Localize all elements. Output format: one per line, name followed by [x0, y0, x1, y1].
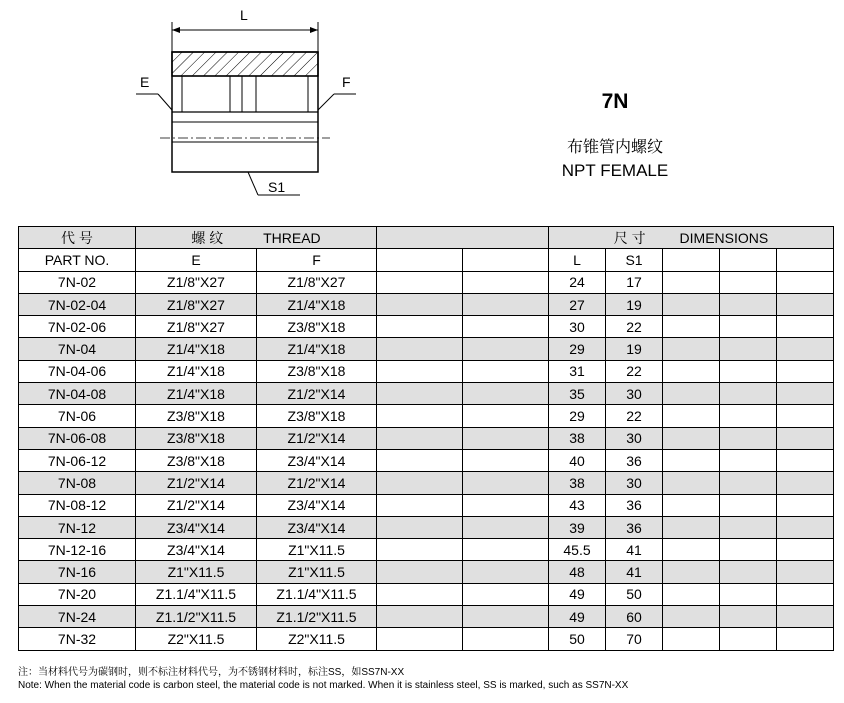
table-row [19, 383, 834, 405]
dim-l-cell: 29 [549, 405, 606, 427]
dim-s1-cell: 30 [606, 383, 663, 405]
thread-f-cell: Z1.1/2"X11.5 [257, 606, 377, 628]
thread-e-cell: Z1/2"X14 [136, 472, 257, 494]
part-no-cell: 7N-04-08 [19, 383, 136, 405]
dim-l-cell: 50 [549, 628, 606, 650]
dim-s1-cell: 30 [606, 427, 663, 449]
thread-e-cell: Z3/8"X18 [136, 449, 257, 471]
dim-l-cell: 29 [549, 338, 606, 360]
notes [18, 666, 628, 692]
thread-f-cell: Z3/8"X18 [257, 360, 377, 382]
header-row-1 [19, 227, 834, 249]
header-part-no: PART NO. [19, 249, 136, 271]
label-e: E [140, 74, 150, 90]
header-f: F [257, 249, 377, 271]
table-row [19, 583, 834, 605]
fitting-drawing [130, 2, 370, 212]
thread-e-cell: Z1.1/4"X11.5 [136, 583, 257, 605]
part-no-cell: 7N-12-16 [19, 539, 136, 561]
thread-f-cell: Z3/8"X18 [257, 405, 377, 427]
table-row [19, 561, 834, 583]
note-cn: 注：当材料代号为碳钢时，则不标注材料代号，为不锈钢材料时，标注SS，如SS7N-XX [18, 667, 405, 678]
table-row [19, 539, 834, 561]
thread-e-cell: Z3/8"X18 [136, 427, 257, 449]
dim-s1-cell: 19 [606, 338, 663, 360]
thread-e-cell: Z1/4"X18 [136, 360, 257, 382]
dim-l-label: L [240, 7, 248, 23]
thread-f-cell: Z1"X11.5 [257, 561, 377, 583]
dim-l-cell: 38 [549, 427, 606, 449]
table-row [19, 472, 834, 494]
note-en: Note: When the material code is carbon steel, the material code is not marked. When it is stainless steel, SS is marked, such as SS7N-XX [18, 680, 629, 691]
dim-l-cell: 35 [549, 383, 606, 405]
label-f: F [342, 74, 351, 90]
dim-l-cell: 40 [549, 449, 606, 471]
dim-s1-cell: 30 [606, 472, 663, 494]
part-no-cell: 7N-06-12 [19, 449, 136, 471]
thread-e-cell: Z1/8"X27 [136, 316, 257, 338]
header-l: L [549, 249, 606, 271]
thread-f-cell: Z1/4"X18 [257, 338, 377, 360]
dim-l-cell: 31 [549, 360, 606, 382]
dim-l-cell: 24 [549, 271, 606, 293]
part-no-cell: 7N-04-06 [19, 360, 136, 382]
table-row [19, 494, 834, 516]
label-s1: S1 [268, 179, 286, 195]
table-row [19, 338, 834, 360]
thread-e-cell: Z1/4"X18 [136, 338, 257, 360]
thread-e-cell: Z3/4"X14 [136, 516, 257, 538]
dim-s1-cell: 19 [606, 293, 663, 315]
thread-f-cell: Z3/4"X14 [257, 494, 377, 516]
dim-s1-cell: 70 [606, 628, 663, 650]
table-row [19, 405, 834, 427]
thread-f-cell: Z1/2"X14 [257, 383, 377, 405]
part-no-cell: 7N-24 [19, 606, 136, 628]
dim-s1-cell: 36 [606, 516, 663, 538]
part-no-cell: 7N-32 [19, 628, 136, 650]
thread-f-cell: Z3/4"X14 [257, 516, 377, 538]
dim-s1-cell: 22 [606, 360, 663, 382]
header-row-2 [19, 249, 834, 271]
part-no-cell: 7N-08-12 [19, 494, 136, 516]
part-no-cell: 7N-06-08 [19, 427, 136, 449]
thread-e-cell: Z3/4"X14 [136, 539, 257, 561]
dim-l-cell: 30 [549, 316, 606, 338]
table-row [19, 449, 834, 471]
thread-f-cell: Z3/8"X18 [257, 316, 377, 338]
dim-l-cell: 39 [549, 516, 606, 538]
thread-f-cell: Z1/2"X14 [257, 472, 377, 494]
dim-s1-cell: 50 [606, 583, 663, 605]
thread-e-cell: Z1.1/2"X11.5 [136, 606, 257, 628]
dim-s1-cell: 22 [606, 405, 663, 427]
table-row [19, 271, 834, 293]
header-s1: S1 [606, 249, 663, 271]
part-no-cell: 7N-02 [19, 271, 136, 293]
thread-e-cell: Z1/8"X27 [136, 293, 257, 315]
part-no-cell: 7N-02-04 [19, 293, 136, 315]
dim-l-cell: 48 [549, 561, 606, 583]
table-row [19, 316, 834, 338]
product-name-cn: 布锥管内螺纹 [566, 139, 663, 156]
dim-s1-cell: 41 [606, 561, 663, 583]
header-e: E [136, 249, 257, 271]
table-row [19, 516, 834, 538]
header-empty [377, 227, 549, 249]
table-row [19, 628, 834, 650]
thread-f-cell: Z1/8"X27 [257, 271, 377, 293]
part-no-cell: 7N-08 [19, 472, 136, 494]
dim-l-cell: 49 [549, 606, 606, 628]
part-no-cell: 7N-16 [19, 561, 136, 583]
thread-f-cell: Z2"X11.5 [257, 628, 377, 650]
thread-f-cell: Z1"X11.5 [257, 539, 377, 561]
part-no-cell: 7N-04 [19, 338, 136, 360]
dim-l-cell: 27 [549, 293, 606, 315]
dim-s1-cell: 36 [606, 494, 663, 516]
product-code: 7N [601, 90, 629, 113]
spec-table [18, 226, 834, 651]
dim-s1-cell: 60 [606, 606, 663, 628]
part-no-cell: 7N-02-06 [19, 316, 136, 338]
dim-s1-cell: 22 [606, 316, 663, 338]
thread-e-cell: Z3/8"X18 [136, 405, 257, 427]
header-thread-en: THREAD [263, 229, 321, 246]
thread-f-cell: Z3/4"X14 [257, 449, 377, 471]
thread-e-cell: Z1"X11.5 [136, 561, 257, 583]
part-no-cell: 7N-06 [19, 405, 136, 427]
dim-s1-cell: 36 [606, 449, 663, 471]
part-no-cell: 7N-20 [19, 583, 136, 605]
part-no-cell: 7N-12 [19, 516, 136, 538]
dim-s1-cell: 41 [606, 539, 663, 561]
table-row [19, 360, 834, 382]
table-row [19, 606, 834, 628]
title-block [520, 90, 710, 181]
thread-e-cell: Z1/4"X18 [136, 383, 257, 405]
thread-e-cell: Z1/8"X27 [136, 271, 257, 293]
thread-f-cell: Z1/2"X14 [257, 427, 377, 449]
dim-s1-cell: 17 [606, 271, 663, 293]
header-thread [136, 227, 377, 249]
product-name-en: NPT FEMALE [561, 161, 669, 180]
header-thread-cn: 螺 纹 [191, 229, 224, 246]
table-row [19, 293, 834, 315]
dim-l-cell: 49 [549, 583, 606, 605]
thread-f-cell: Z1/4"X18 [257, 293, 377, 315]
dim-l-cell: 45.5 [549, 539, 606, 561]
header-code-cn: 代 号 [19, 227, 136, 249]
dim-l-cell: 43 [549, 494, 606, 516]
table-row [19, 427, 834, 449]
dim-l-cell: 38 [549, 472, 606, 494]
thread-e-cell: Z2"X11.5 [136, 628, 257, 650]
thread-f-cell: Z1.1/4"X11.5 [257, 583, 377, 605]
header-dim-en: DIMENSIONS [679, 229, 769, 246]
thread-e-cell: Z1/2"X14 [136, 494, 257, 516]
header-dimensions [549, 227, 834, 249]
header-dim-cn: 尺 寸 [613, 229, 646, 246]
